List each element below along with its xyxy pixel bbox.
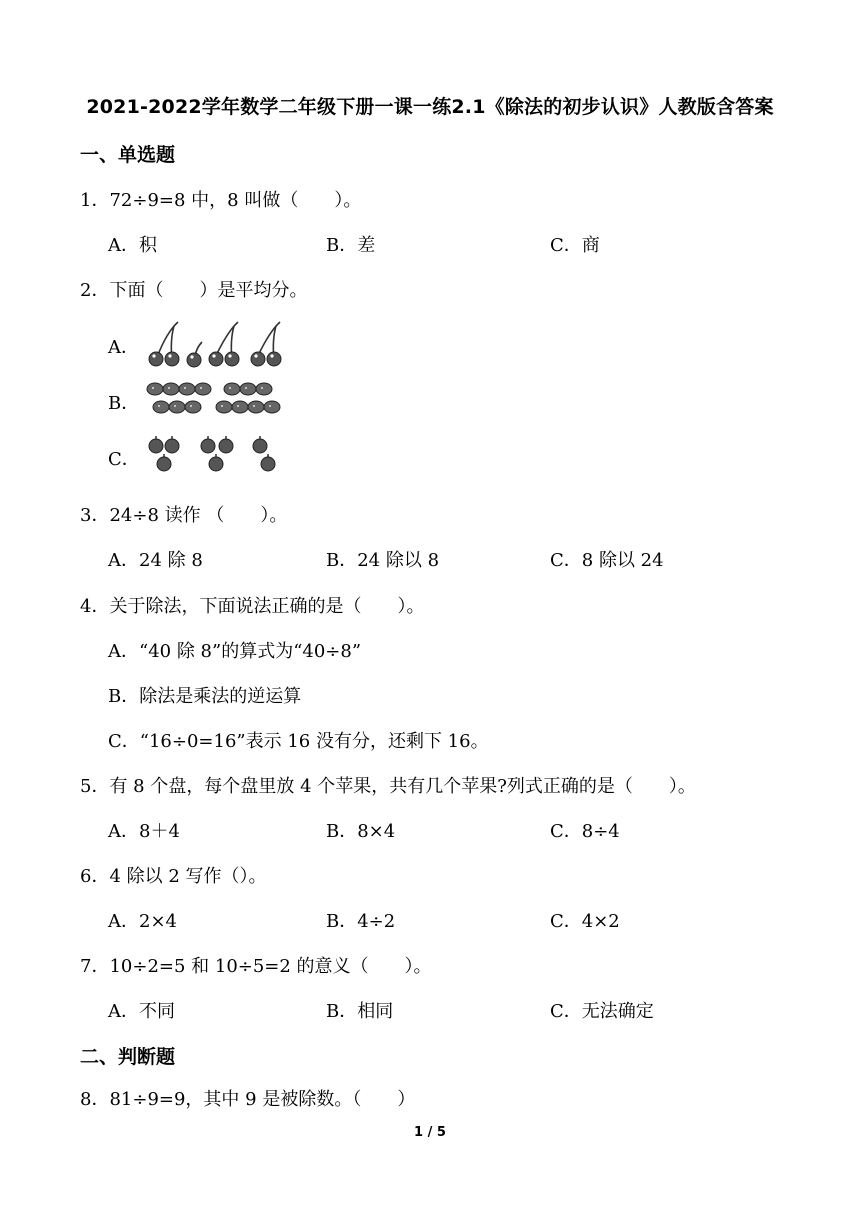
- section-single-choice: 一、单选题: [80, 144, 176, 166]
- page-title: 2021-2022学年数学二年级下册一课一练2.1《除法的初步认识》人教版含答案: [86, 96, 774, 118]
- question-1: 1．72÷9=8 中，8 叫做（ ）。: [80, 190, 362, 211]
- q1-option-c: C．商: [550, 235, 600, 256]
- cherries-icon: [146, 320, 291, 368]
- q7-option-a: A．不同: [108, 1001, 175, 1022]
- q5-option-c: C．8÷4: [550, 821, 620, 842]
- question-4: 4．关于除法，下面说法正确的是（ ）。: [80, 596, 425, 617]
- q2-option-a: A．: [108, 337, 139, 358]
- section-true-false: 二、判断题: [80, 1046, 176, 1068]
- q2-option-b: B．: [108, 393, 140, 414]
- question-7: 7．10÷2=5 和 10÷5=2 的意义（ ）。: [80, 956, 432, 977]
- q4-option-a: A．“40 除 8”的算式为“40÷8”: [108, 641, 362, 662]
- q3-option-b: B．24 除以 8: [326, 550, 440, 571]
- question-3: 3．24÷8 读作 （ ）。: [80, 505, 288, 526]
- q4-option-b: B．除法是乘法的逆运算: [108, 686, 302, 707]
- q6-option-a: A．2×4: [108, 911, 177, 932]
- q7-option-c: C．无法确定: [550, 1001, 654, 1022]
- strawberries-icon: [146, 380, 281, 418]
- tomatoes-icon: [146, 436, 286, 476]
- q7-option-b: B．相同: [326, 1001, 394, 1022]
- question-8: 8．81÷9=9，其中 9 是被除数。（ ）: [80, 1089, 416, 1110]
- question-2: 2．下面（ ）是平均分。: [80, 280, 308, 301]
- q2-option-c: C．: [108, 449, 140, 470]
- question-6: 6．4 除以 2 写作（）。: [80, 866, 267, 887]
- q1-option-a: A．积: [108, 235, 157, 256]
- question-5: 5．有 8 个盘，每个盘里放 4 个苹果，共有几个苹果?列式正确的是（ ）。: [80, 776, 696, 797]
- q6-option-b: B．4÷2: [326, 911, 396, 932]
- q3-option-a: A．24 除 8: [108, 550, 203, 571]
- q4-option-c: C．“16÷0=16”表示 16 没有分，还剩下 16。: [108, 731, 489, 752]
- q5-option-a: A．8＋4: [108, 821, 180, 842]
- page-number: 1 / 5: [414, 1125, 446, 1140]
- q5-option-b: B．8×4: [326, 821, 396, 842]
- q1-option-b: B．差: [326, 235, 376, 256]
- q6-option-c: C．4×2: [550, 911, 620, 932]
- q3-option-c: C．8 除以 24: [550, 550, 664, 571]
